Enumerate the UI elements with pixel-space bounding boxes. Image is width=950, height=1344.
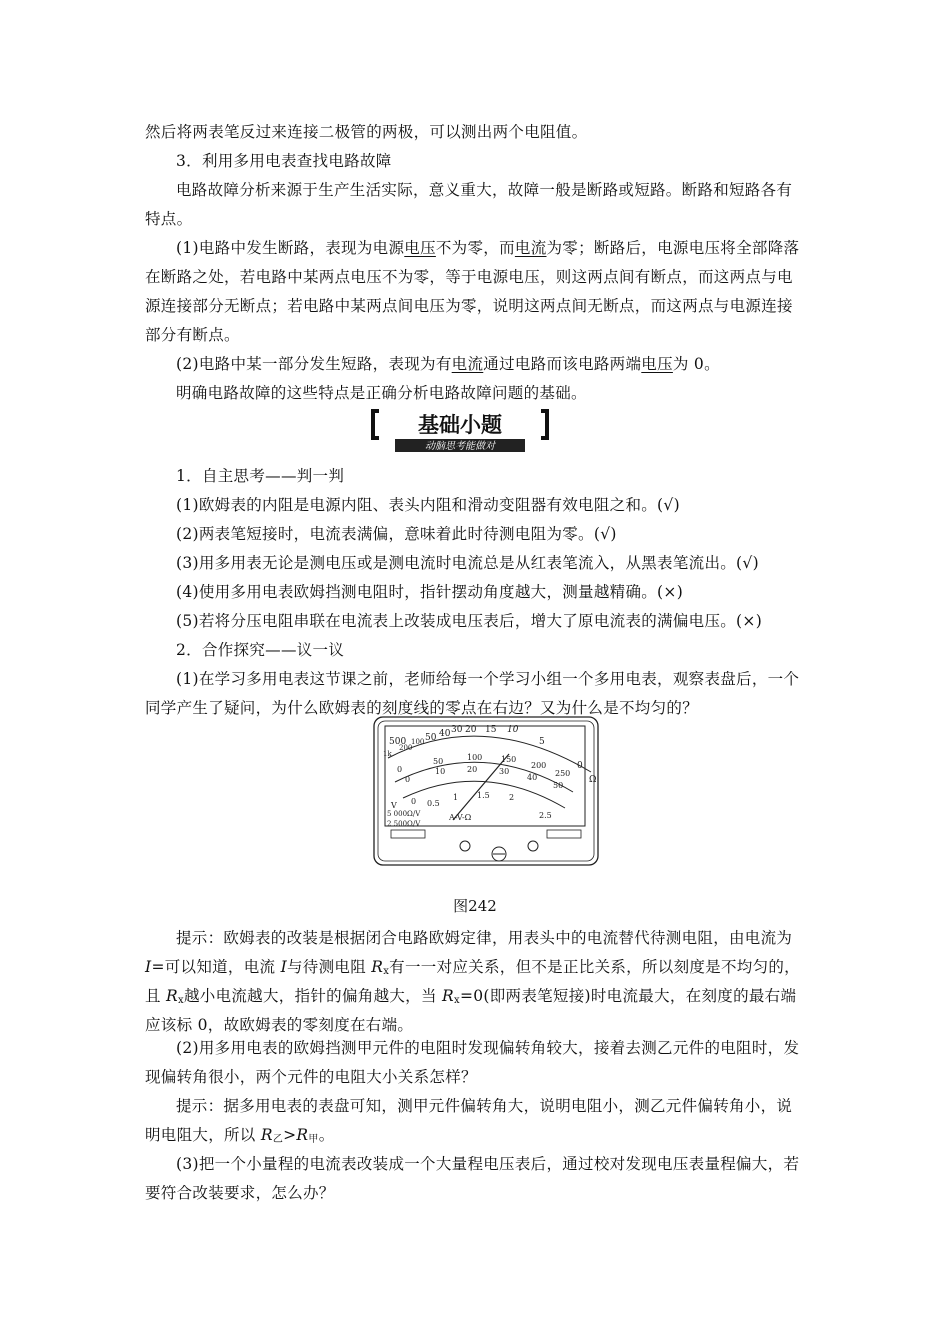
ma-tick-200: 200 (531, 761, 547, 770)
v-a-tick-30: 30 (499, 767, 510, 776)
spec-5000: 5 000Ω/V (387, 810, 421, 818)
ma-tick-0: 0 (397, 765, 403, 774)
judge-item-4: (4)使用多用电表欧姆挡测电阻时，指针摆动角度越大，测量越精确。(×) (176, 583, 684, 601)
v-b-tick-1-5: 1.5 (477, 791, 490, 800)
ohm-tick-30: 30 (451, 725, 463, 735)
ma-tick-100: 100 (467, 753, 483, 762)
banner-subtitle: 动脑思考能做对 (425, 441, 495, 452)
judge-item-3: (3)用多用表无论是测电压或是测电流时电流总是从红表笔流入，从黑表笔流出。(√) (176, 554, 759, 572)
judge-item-2: (2)两表笔短接时，电流表满偏，意味着此时待测电阻为零。(√) (176, 525, 617, 543)
question-1: (1)在学习多用电表这节课之前，老师给每一个学习小组一个多用电表，观察表盘后，一个同学产生了疑问，为什么欧姆表的刻度线的零点在右边？又为什么是不均匀的？ (145, 670, 800, 717)
ma-tick-50: 50 (433, 757, 444, 766)
v-a-tick-10: 10 (435, 767, 446, 776)
v-a-tick-40: 40 (527, 773, 538, 782)
ohm-tick-500: 500 (389, 737, 407, 747)
hint-1: 提示：欧姆表的改装是根据闭合电路欧姆定律，用表头中的电流替代待测电阻，由电流为 I=可以知道，电流 I与待测电阻 $R_x$有一一对应关系，但不是正比关系，所以刻度是不均匀的，且 $R_x$越小电流越大，指针的偏角越大，当 $R_x=0$(即两表笔短接)时电流最大，在刻度的最右端应该标 0，故欧姆表的零刻度在右端。 (145, 929, 800, 1034)
ohm-tick-1k: 1k (383, 750, 392, 758)
ohm-tick-5: 5 (539, 737, 545, 747)
v-b-tick-1: 1 (453, 793, 459, 802)
ohm-tick-0: 0 (577, 761, 583, 771)
section2-heading: 2．合作探究——议一议 (176, 641, 345, 659)
paragraph-open-circuit: (1)电路中发生断路，表现为电源电压不为零，而电流为零；断路后，电源电压将全部降落在断路之处，若电路中某两点电压不为零，等于电源电压，则这两点间有断点，而这两点与电源连接部分无断点；若电路中某两点间电压为零，说明这两点间无断点，而这两点与电源连接部分有断点。 (145, 239, 800, 344)
v-a-tick-0: 0 (405, 775, 411, 784)
ohm-tick-200: 200 (399, 744, 413, 752)
multimeter-dial-figure (373, 716, 599, 866)
ohm-tick-10: 10 (507, 725, 519, 735)
section1-heading: 1．自主思考——判一判 (176, 467, 345, 485)
banner-title: 基础小题 (418, 413, 502, 437)
ohm-tick-100: 100 (411, 738, 425, 746)
question-3: (3)把一个小量程的电流表改装成一个大量程电压表后，通过校对发现电压表量程偏大，若要符合改装要求，怎么办？ (145, 1155, 800, 1202)
v-b-tick-2: 2 (509, 793, 515, 802)
spec-2500: 2 500Ω/V (387, 820, 421, 828)
hint-2: 提示：据多用电表的表盘可知，测甲元件偏转角大，说明电阻小，测乙元件偏转角小，说明电阻大，所以 $R_乙>R_甲$。 (145, 1097, 793, 1145)
section-banner (367, 407, 553, 453)
ohm-tick-40: 40 (439, 729, 451, 739)
ohm-tick-20: 20 (465, 725, 477, 735)
mode-label: A-V-Ω (449, 813, 472, 822)
subheading-3: 3．利用多用电表查找电路故障 (176, 152, 392, 170)
v-a-tick-20: 20 (467, 765, 478, 774)
v-label: V (391, 801, 397, 810)
v-b-tick-2-5: 2.5 (539, 811, 552, 820)
v-a-tick-50: 50 (553, 781, 564, 790)
judge-item-5: (5)若将分压电阻串联在电流表上改装成电压表后，增大了原电流表的满偏电压。(×) (176, 612, 763, 630)
ohm-tick-15: 15 (485, 725, 497, 735)
v-b-tick-0: 0 (411, 797, 417, 806)
ohm-unit: Ω (589, 775, 597, 785)
question-2: (2)用多用电表的欧姆挡测甲元件的电阻时发现偏转角较大，接着去测乙元件的电阻时，发现偏转角很小，两个元件的电阻大小关系怎样？ (145, 1039, 800, 1086)
figure-caption: 图242 (453, 897, 497, 915)
paragraph-summary: 明确电路故障的这些特点是正确分析电路故障问题的基础。 (176, 384, 587, 402)
paragraph-fault-intro: 电路故障分析来源于生产生活实际，意义重大，故障一般是断路或短路。断路和短路各有特点。 (145, 181, 793, 228)
paragraph-1: 然后将两表笔反过来连接二极管的两极，可以测出两个电阻值。 (145, 123, 588, 141)
ma-tick-250: 250 (555, 769, 571, 778)
ohm-tick-50: 50 (425, 733, 437, 743)
ma-tick-150: 150 (501, 755, 517, 764)
judge-item-1: (1)欧姆表的内阻是电源内阻、表头内阻和滑动变阻器有效电阻之和。(√) (176, 496, 680, 514)
v-b-tick-0-5: 0.5 (427, 799, 440, 808)
paragraph-short-circuit: (2)电路中某一部分发生短路，表现为有电流通过电路而该电路两端电压为 0。 (176, 355, 720, 373)
